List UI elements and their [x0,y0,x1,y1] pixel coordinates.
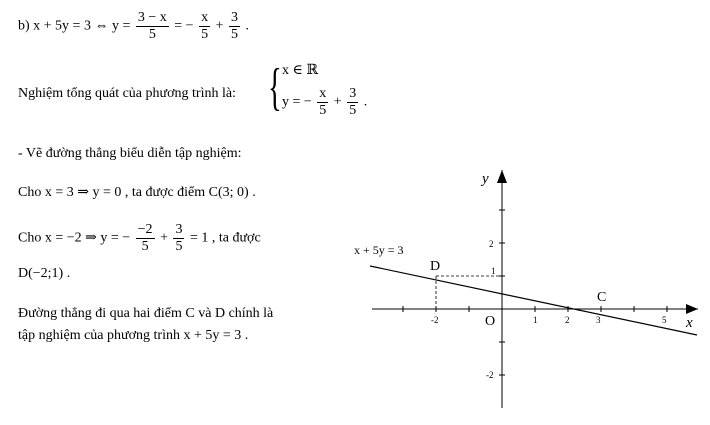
fraction-denominator: 5 [230,27,238,42]
draw-heading: - Vẽ đường thẳng biểu diễn tập nghiệm: [18,146,242,161]
x-tick-label: 2 [565,315,570,325]
fraction-numerator: 3 − x [137,10,167,25]
point-d-prefix: Cho x = −2 ⇒ y = − [18,230,131,246]
conclusion-line-1: Đường thẳng đi qua hai điểm C và D chính là [18,306,274,321]
fraction-denominator: 5 [141,239,149,254]
fraction-denominator: 5 [175,239,183,254]
fraction-numerator: x [201,10,209,25]
x-tick-label: 1 [533,315,538,325]
period: . [245,18,249,34]
conclusion-line-2: tập nghiệm của phương trình x + 5y = 3 . [18,328,249,343]
y-tick-label: 1 [491,266,496,276]
plus-sign: + [160,230,168,246]
y-axis-arrow [497,170,507,183]
general-solution-label: Nghiệm tổng quát của phương trình là: [18,86,236,101]
plus-sign: + [333,94,342,110]
fraction-numerator: 3 [349,86,357,101]
x-axis-arrow [686,304,698,314]
fraction-numerator: x [319,86,327,101]
point-c-label: C [597,290,607,305]
fraction-numerator: −2 [137,222,153,237]
line-equation-label: x + 5y = 3 [354,243,404,257]
system-brace: { [268,59,282,116]
y-equals-minus: y = − [282,94,312,110]
x-axis-label: x [686,315,693,331]
x-tick-label: 5 [662,315,667,325]
fraction-denominator: 5 [201,27,209,42]
point-d-coordinates: D(−2;1) . [18,266,71,281]
x-tick-label: 3 [596,315,601,325]
point-d-suffix: = 1 , ta được [189,230,261,246]
x-tick-label: -2 [431,315,439,325]
equals-minus: = − [174,18,194,34]
fraction-denominator: 5 [148,27,156,42]
y-tick-label: -2 [486,370,494,380]
fraction-denominator: 5 [319,103,327,118]
point-c-text: Cho x = 3 ⇒ y = 0 , ta được điểm C(3; 0) . [18,185,256,200]
fraction-numerator: 3 [230,10,238,25]
period: . [363,94,368,110]
plus-sign: + [215,18,224,34]
general-solution-x-line: x ∈ ℝ [282,63,318,78]
y-tick-label: 2 [489,239,494,249]
y-axis-label: y [482,171,489,187]
fraction-numerator: 3 [175,222,183,237]
fraction-denominator: 5 [349,103,357,118]
origin-label: O [485,314,496,329]
part-b-prefix: b) x + 5y = 3 ⇔ y = [18,18,131,34]
point-d-label: D [430,259,441,274]
